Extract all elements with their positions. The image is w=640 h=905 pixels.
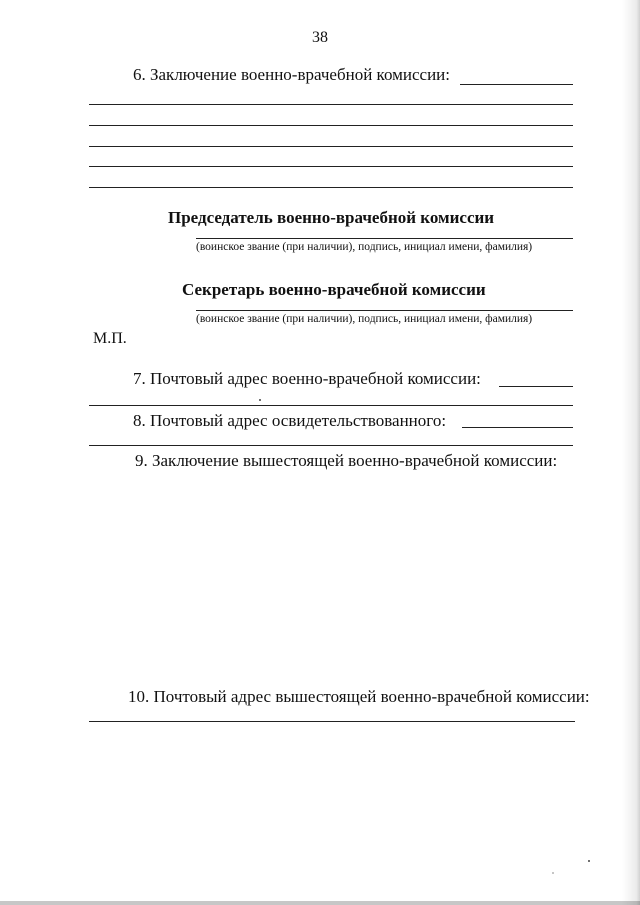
section-6-line-5[interactable] — [89, 187, 573, 188]
section-7-line-1[interactable] — [89, 405, 573, 406]
section-6-line-3[interactable] — [89, 146, 573, 147]
section-7-label: 7. Почтовый адрес военно-врачебной комиссии: — [133, 369, 481, 388]
section-6-line-2[interactable] — [89, 125, 573, 126]
section-6-label: 6. Заключение военно-врачебной комиссии: — [133, 65, 450, 84]
section-6-fill-line[interactable] — [460, 84, 573, 85]
chairman-title: Председатель военно-врачебной комиссии — [168, 208, 495, 227]
scan-dot — [259, 399, 261, 401]
secretary-signature-line[interactable] — [196, 310, 573, 311]
secretary-caption: (воинское звание (при наличии), подпись, инициал имени, фамилия) — [196, 313, 533, 325]
section-8-fill-line[interactable] — [462, 427, 573, 428]
section-10-line-1[interactable] — [89, 721, 575, 722]
scan-speck — [552, 872, 554, 874]
section-9-label: 9. Заключение вышестоящей военно-врачебной комиссии: — [135, 451, 558, 470]
scan-speck — [588, 860, 590, 862]
section-6-line-1[interactable] — [89, 104, 573, 105]
section-7-fill-line[interactable] — [499, 386, 573, 387]
section-8-line-1[interactable] — [89, 445, 573, 446]
scan-edge-shadow — [622, 0, 640, 905]
section-6-line-4[interactable] — [89, 166, 573, 167]
chairman-caption: (воинское звание (при наличии), подпись, инициал имени, фамилия) — [196, 241, 533, 253]
stamp-place-label: М.П. — [93, 330, 127, 347]
section-10-label: 10. Почтовый адрес вышестоящей военно-врачебной комиссии: — [128, 687, 590, 706]
chairman-signature-line[interactable] — [196, 238, 573, 239]
page-number: 38 — [312, 29, 328, 46]
secretary-title: Секретарь военно-врачебной комиссии — [182, 280, 486, 299]
scan-bottom-edge — [0, 901, 640, 905]
section-8-label: 8. Почтовый адрес освидетельствованного: — [133, 411, 447, 430]
